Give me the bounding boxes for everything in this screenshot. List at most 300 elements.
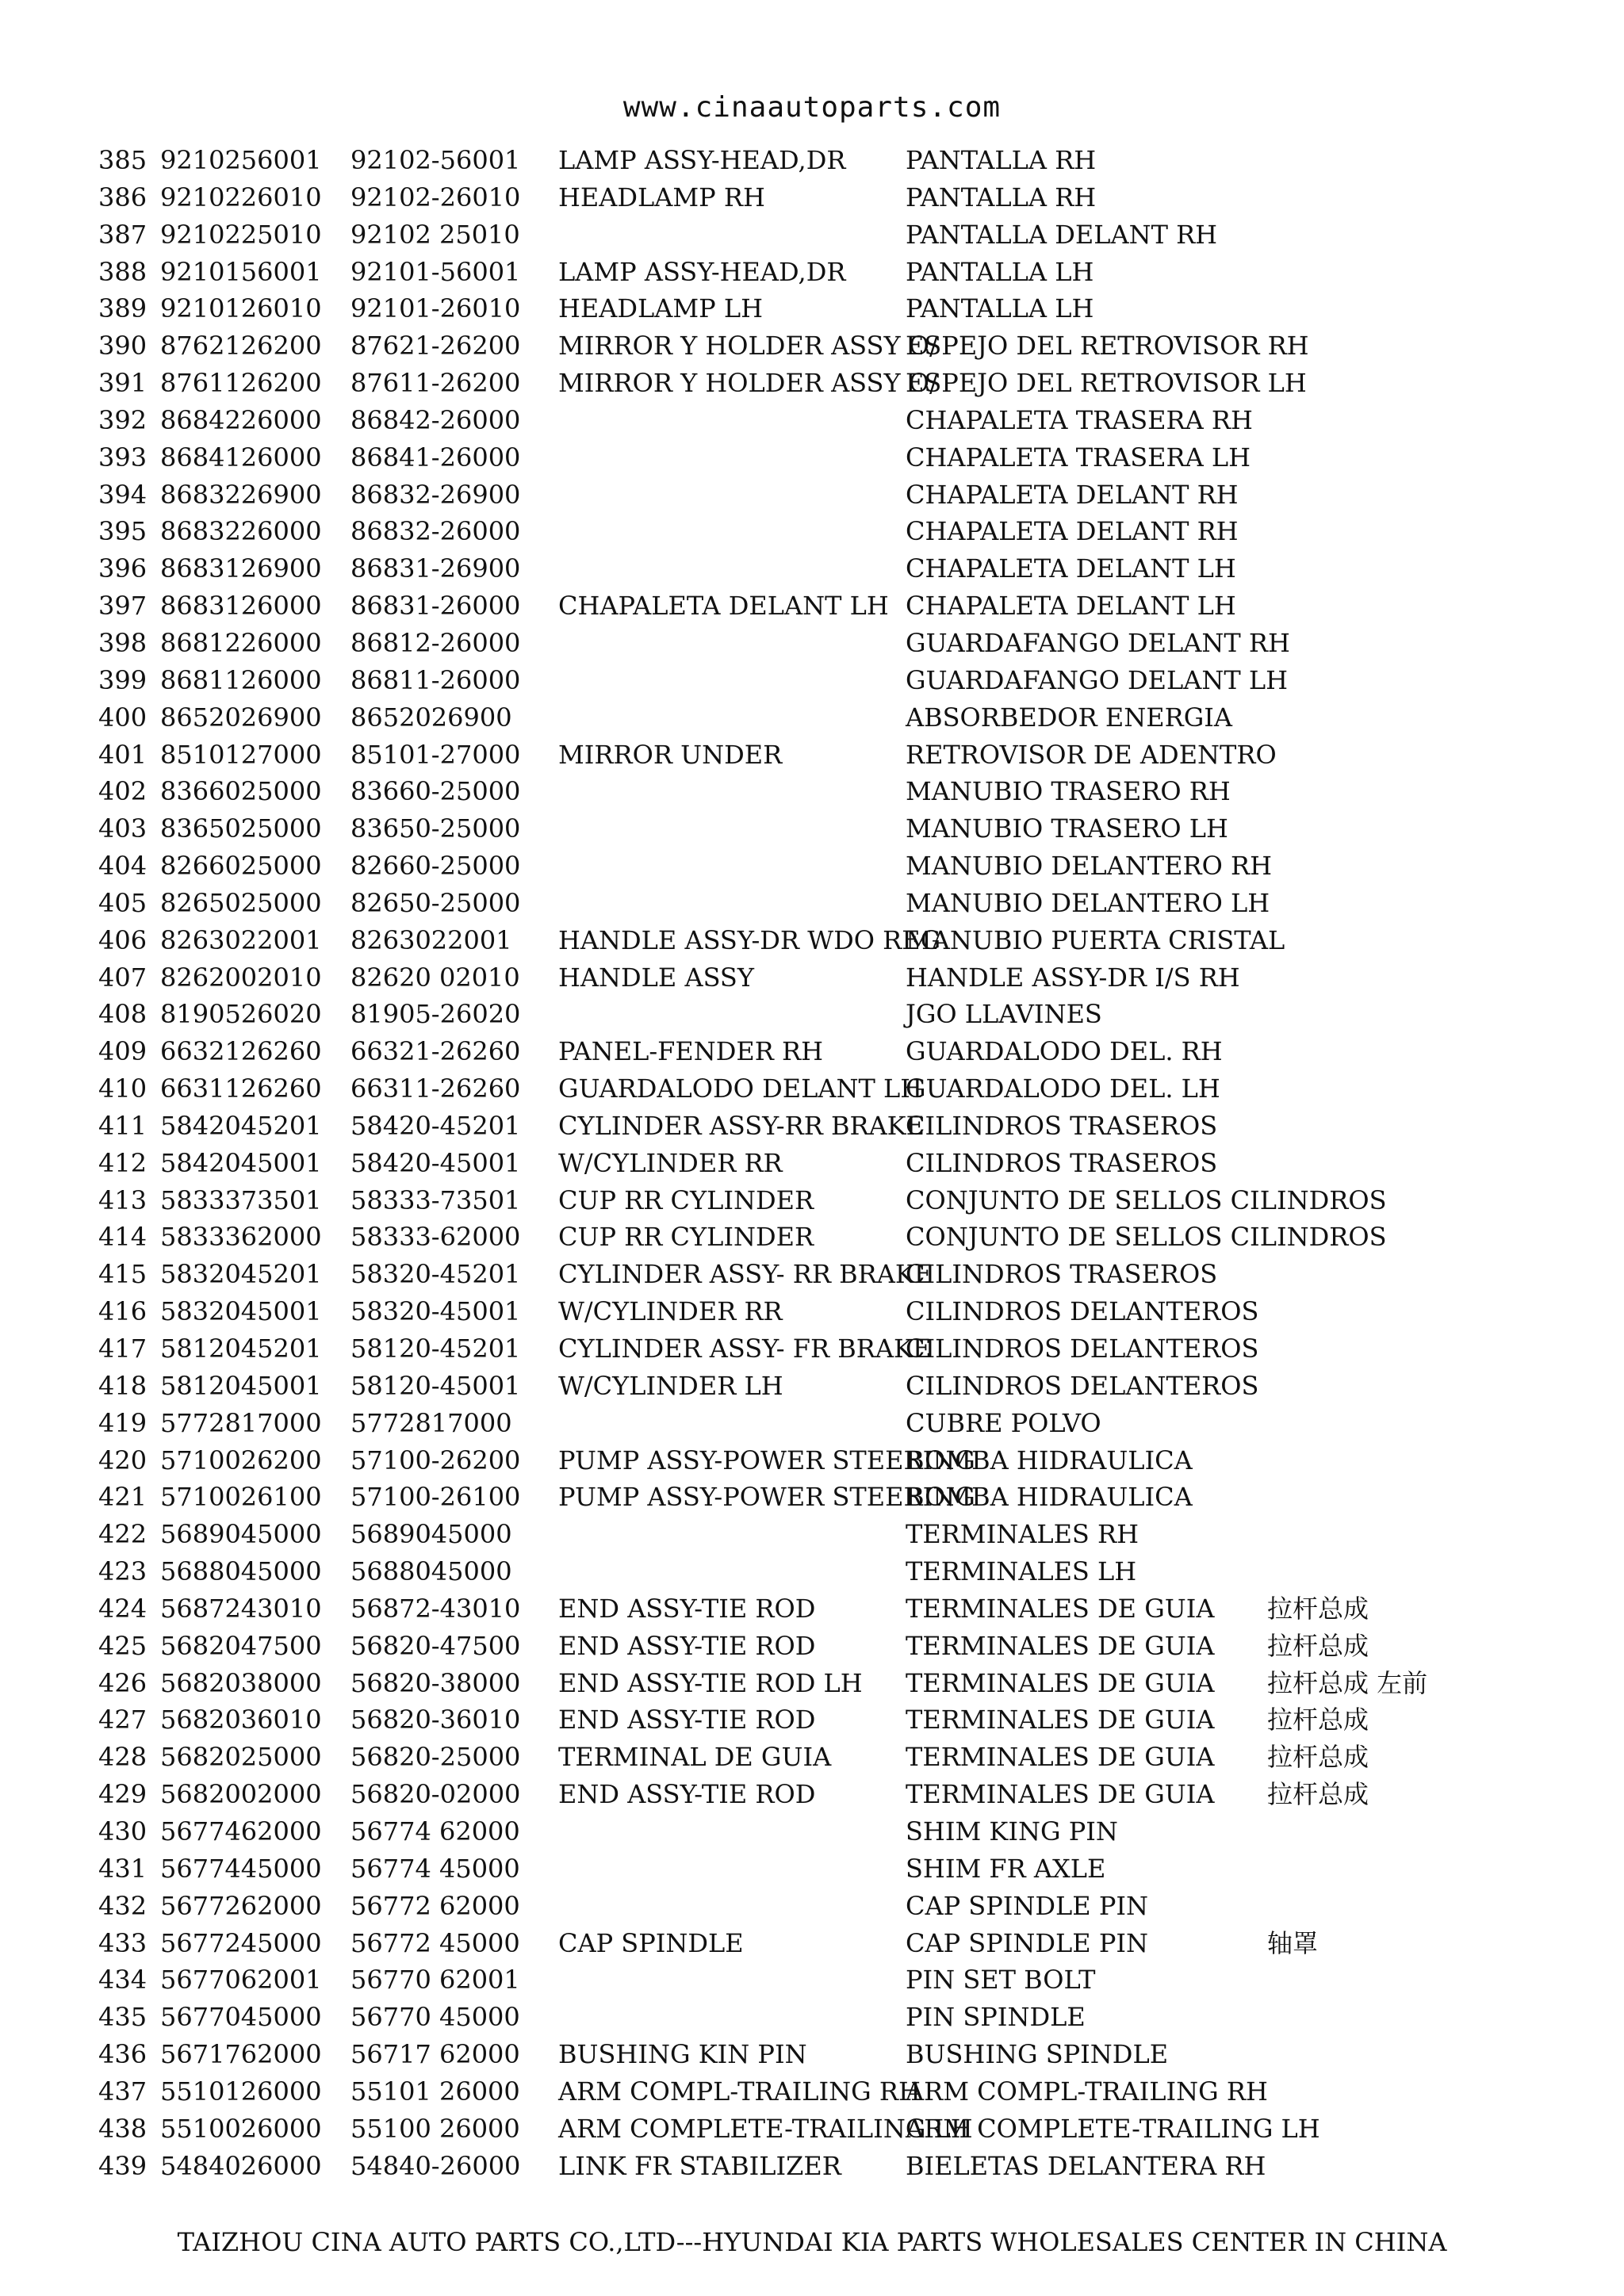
description-es: ARM COMPL-TRAILING RH	[906, 2076, 1268, 2107]
part-code: 5812045001	[160, 1370, 322, 1401]
description-en: END ASSY-TIE ROD	[558, 1630, 816, 1661]
part-code: 5510126000	[160, 2076, 322, 2107]
description-cn: 拉杆总成	[1267, 1705, 1369, 1735]
description-en: END ASSY-TIE ROD	[558, 1779, 816, 1810]
oem-number: 58333-73501	[350, 1184, 521, 1215]
description-en: HEADLAMP LH	[558, 293, 764, 324]
description-es: JGO LLAVINES	[906, 999, 1102, 1030]
table-row	[98, 810, 1526, 848]
description-en: LINK FR STABILIZER	[558, 2150, 841, 2181]
oem-number: 5689045000	[350, 1519, 512, 1550]
row-number: 408	[98, 999, 147, 1030]
description-es: BOMBA HIDRAULICA	[906, 1482, 1193, 1513]
oem-number: 92102-26010	[350, 182, 521, 212]
table-row	[98, 885, 1526, 922]
row-number: 434	[98, 1965, 147, 1996]
oem-number: 86811-26000	[350, 664, 521, 695]
part-code: 5842045201	[160, 1110, 322, 1141]
row-number: 425	[98, 1630, 147, 1661]
description-es: RETROVISOR DE ADENTRO	[906, 739, 1277, 770]
table-row	[98, 1850, 1526, 1888]
oem-number: 55101 26000	[350, 2076, 520, 2107]
part-code: 5832045201	[160, 1259, 322, 1290]
description-es: SHIM FR AXLE	[906, 1853, 1106, 1884]
row-number: 426	[98, 1667, 147, 1698]
part-code: 9210226010	[160, 182, 322, 212]
table-row	[98, 2036, 1526, 2073]
table-row	[98, 1888, 1526, 1925]
description-cn: 拉杆总成	[1267, 1779, 1369, 1810]
description-cn: 拉杆总成	[1267, 1742, 1369, 1773]
table-row	[98, 2148, 1526, 2185]
oem-number: 56717 62000	[350, 2039, 520, 2070]
row-number: 407	[98, 962, 147, 993]
table-row	[98, 2073, 1526, 2110]
description-es: CILINDROS TRASEROS	[906, 1110, 1218, 1141]
description-en: CYLINDER ASSY- RR BRAKE	[558, 1259, 933, 1290]
row-number: 386	[98, 182, 147, 212]
row-number: 410	[98, 1073, 147, 1104]
description-es: ABSORBEDOR ENERGIA	[906, 702, 1233, 733]
part-code: 5510026000	[160, 2113, 322, 2144]
row-number: 404	[98, 851, 147, 882]
table-row	[98, 513, 1526, 550]
oem-number: 56820-38000	[350, 1667, 521, 1698]
row-number: 400	[98, 702, 147, 733]
table-row	[98, 625, 1526, 662]
oem-number: 86842-26000	[350, 404, 521, 435]
table-row	[98, 179, 1526, 216]
description-es: TERMINALES DE GUIA	[906, 1705, 1215, 1735]
part-code: 5677462000	[160, 1816, 322, 1846]
description-es: SHIM KING PIN	[906, 1816, 1118, 1846]
table-row	[98, 1516, 1526, 1553]
part-code: 8510127000	[160, 739, 322, 770]
table-row	[98, 922, 1526, 959]
description-en: HANDLE ASSY	[558, 962, 754, 993]
description-es: BIELETAS DELANTERA RH	[906, 2150, 1266, 2181]
description-en: PANEL-FENDER RH	[558, 1036, 823, 1067]
row-number: 413	[98, 1184, 147, 1215]
description-en: CYLINDER ASSY- FR BRAKE	[558, 1334, 932, 1364]
oem-number: 58420-45201	[350, 1110, 521, 1141]
row-number: 403	[98, 813, 147, 844]
table-row	[98, 1590, 1526, 1628]
description-es: CHAPALETA DELANT LH	[906, 591, 1236, 622]
part-code: 9210225010	[160, 219, 322, 250]
part-code: 8263022001	[160, 924, 322, 955]
row-number: 423	[98, 1556, 147, 1587]
description-cn: 拉杆总成	[1267, 1593, 1369, 1624]
row-number: 391	[98, 368, 147, 399]
table-row	[98, 773, 1526, 810]
description-es: GUARDALODO DEL. RH	[906, 1036, 1223, 1067]
description-en: W/CYLINDER LH	[558, 1370, 783, 1401]
table-row	[98, 1479, 1526, 1516]
row-number: 431	[98, 1853, 147, 1884]
description-es: TERMINALES DE GUIA	[906, 1667, 1215, 1698]
part-code: 5671762000	[160, 2039, 322, 2070]
description-en: END ASSY-TIE ROD LH	[558, 1667, 863, 1698]
table-row	[98, 1665, 1526, 1702]
description-es: CHAPALETA TRASERA RH	[906, 404, 1253, 435]
row-number: 415	[98, 1259, 147, 1290]
part-code: 8365025000	[160, 813, 322, 844]
row-number: 388	[98, 256, 147, 287]
oem-number: 92102-56001	[350, 145, 521, 175]
description-es: PANTALLA RH	[906, 182, 1097, 212]
description-en: GUARDALODO DELANT LH	[558, 1073, 923, 1104]
table-row	[98, 1701, 1526, 1739]
oem-number: 56774 45000	[350, 1853, 520, 1884]
oem-number: 8652026900	[350, 702, 512, 733]
oem-number: 83660-25000	[350, 776, 521, 807]
oem-number: 92101-26010	[350, 293, 521, 324]
oem-number: 86832-26900	[350, 479, 521, 510]
description-es: GUARDAFANGO DELANT RH	[906, 627, 1290, 658]
oem-number: 56770 62001	[350, 1965, 520, 1996]
part-code: 8684226000	[160, 404, 322, 435]
part-code: 5833362000	[160, 1222, 322, 1253]
table-row	[98, 587, 1526, 625]
table-row	[98, 1553, 1526, 1590]
part-code: 6632126260	[160, 1036, 322, 1067]
row-number: 418	[98, 1370, 147, 1401]
part-code: 5710026100	[160, 1482, 322, 1513]
oem-number: 85101-27000	[350, 739, 521, 770]
part-code: 5682036010	[160, 1705, 322, 1735]
table-row	[98, 1145, 1526, 1182]
oem-number: 66321-26260	[350, 1036, 521, 1067]
description-es: TERMINALES RH	[906, 1519, 1139, 1550]
row-number: 406	[98, 924, 147, 955]
row-number: 424	[98, 1593, 147, 1624]
table-row	[98, 1925, 1526, 1962]
table-row	[98, 1739, 1526, 1776]
part-code: 8265025000	[160, 887, 322, 918]
part-code: 5484026000	[160, 2150, 322, 2181]
row-number: 416	[98, 1296, 147, 1327]
oem-number: 86812-26000	[350, 627, 521, 658]
part-code: 5710026200	[160, 1445, 322, 1475]
row-number: 397	[98, 591, 147, 622]
part-code: 8681226000	[160, 627, 322, 658]
table-row	[98, 1999, 1526, 2036]
table-row	[98, 662, 1526, 699]
oem-number: 86841-26000	[350, 442, 521, 473]
description-es: TERMINALES LH	[906, 1556, 1137, 1587]
oem-number: 8263022001	[350, 924, 512, 955]
company-footer: TAIZHOU CINA AUTO PARTS CO.,LTD---HYUNDAI KIA PARTS WHOLESALES CENTER IN CHINA	[177, 2227, 1447, 2257]
description-en: HANDLE ASSY-DR WDO REG	[558, 924, 941, 955]
table-row	[98, 959, 1526, 997]
oem-number: 58120-45201	[350, 1334, 521, 1364]
oem-number: 56770 45000	[350, 2002, 520, 2033]
table-row	[98, 1405, 1526, 1442]
oem-number: 56820-36010	[350, 1705, 521, 1735]
part-code: 8683226900	[160, 479, 322, 510]
row-number: 396	[98, 553, 147, 584]
part-code: 6631126260	[160, 1073, 322, 1104]
row-number: 395	[98, 516, 147, 547]
description-es: ESPEJO DEL RETROVISOR RH	[906, 331, 1309, 362]
row-number: 436	[98, 2039, 147, 2070]
description-es: TERMINALES DE GUIA	[906, 1742, 1215, 1773]
description-es: TERMINALES DE GUIA	[906, 1779, 1215, 1810]
description-en: PUMP ASSY-POWER STEERING	[558, 1482, 975, 1513]
description-en: MIRROR Y HOLDER ASSY O/	[558, 368, 938, 399]
description-cn: 拉杆总成	[1267, 1630, 1369, 1661]
table-row	[98, 1330, 1526, 1368]
part-code: 5772817000	[160, 1407, 322, 1438]
part-code: 5833373501	[160, 1184, 322, 1215]
row-number: 387	[98, 219, 147, 250]
description-es: TERMINALES DE GUIA	[906, 1593, 1215, 1624]
oem-number: 5688045000	[350, 1556, 512, 1587]
oem-number: 57100-26200	[350, 1445, 521, 1475]
description-en: W/CYLINDER RR	[558, 1147, 783, 1178]
part-code: 5677045000	[160, 2002, 322, 2033]
description-cn: 轴罩	[1267, 1927, 1319, 1958]
description-en: CUP RR CYLINDER	[558, 1222, 814, 1253]
description-es: CHAPALETA DELANT LH	[906, 553, 1236, 584]
table-row	[98, 1442, 1526, 1479]
row-number: 420	[98, 1445, 147, 1475]
description-en: ARM COMPLETE-TRAILING LH	[558, 2113, 973, 2144]
part-code: 5682002000	[160, 1779, 322, 1810]
description-en: END ASSY-TIE ROD	[558, 1593, 816, 1624]
description-en: HEADLAMP RH	[558, 182, 765, 212]
description-es: PIN SET BOLT	[906, 1965, 1096, 1996]
part-code: 8266025000	[160, 851, 322, 882]
table-row	[98, 1293, 1526, 1330]
part-code: 9210156001	[160, 256, 322, 287]
part-code: 8652026900	[160, 702, 322, 733]
description-es: CHAPALETA DELANT RH	[906, 479, 1239, 510]
description-en: LAMP ASSY-HEAD,DR	[558, 256, 846, 287]
oem-number: 87611-26200	[350, 368, 521, 399]
description-es: CILINDROS DELANTEROS	[906, 1334, 1259, 1364]
part-code: 5677245000	[160, 1927, 322, 1958]
part-code: 5812045201	[160, 1334, 322, 1364]
part-code: 8761126200	[160, 368, 322, 399]
row-number: 399	[98, 664, 147, 695]
description-es: CONJUNTO DE SELLOS CILINDROS	[906, 1184, 1387, 1215]
row-number: 429	[98, 1779, 147, 1810]
row-number: 409	[98, 1036, 147, 1067]
table-row	[98, 1033, 1526, 1070]
row-number: 392	[98, 404, 147, 435]
part-code: 5688045000	[160, 1556, 322, 1587]
table-row	[98, 1776, 1526, 1813]
table-row	[98, 1256, 1526, 1293]
row-number: 417	[98, 1334, 147, 1364]
part-code: 8683126900	[160, 553, 322, 584]
table-row	[98, 476, 1526, 514]
description-es: CILINDROS TRASEROS	[906, 1259, 1218, 1290]
part-code: 8683126000	[160, 591, 322, 622]
description-es: MANUBIO TRASERO RH	[906, 776, 1231, 807]
row-number: 428	[98, 1742, 147, 1773]
description-es: MANUBIO TRASERO LH	[906, 813, 1228, 844]
oem-number: 56872-43010	[350, 1593, 521, 1624]
oem-number: 81905-26020	[350, 999, 521, 1030]
description-es: PIN SPINDLE	[906, 2002, 1086, 2033]
description-es: PANTALLA LH	[906, 256, 1094, 287]
oem-number: 83650-25000	[350, 813, 521, 844]
part-code: 5677062001	[160, 1965, 322, 1996]
row-number: 421	[98, 1482, 147, 1513]
oem-number: 56820-25000	[350, 1742, 521, 1773]
row-number: 422	[98, 1519, 147, 1550]
table-row	[98, 1108, 1526, 1145]
row-number: 393	[98, 442, 147, 473]
row-number: 438	[98, 2113, 147, 2144]
description-es: CAP SPINDLE PIN	[906, 1890, 1148, 1921]
oem-number: 92101-56001	[350, 256, 521, 287]
oem-number: 66311-26260	[350, 1073, 521, 1104]
row-number: 398	[98, 627, 147, 658]
row-number: 414	[98, 1222, 147, 1253]
row-number: 389	[98, 293, 147, 324]
row-number: 394	[98, 479, 147, 510]
table-row	[98, 365, 1526, 402]
description-es: MANUBIO DELANTERO LH	[906, 887, 1270, 918]
table-row	[98, 1961, 1526, 1999]
row-number: 402	[98, 776, 147, 807]
description-es: CILINDROS TRASEROS	[906, 1147, 1218, 1178]
description-es: GUARDAFANGO DELANT LH	[906, 664, 1289, 695]
row-number: 412	[98, 1147, 147, 1178]
part-code: 9210126010	[160, 293, 322, 324]
description-en: MIRROR UNDER	[558, 739, 783, 770]
part-code: 8262002010	[160, 962, 322, 993]
row-number: 385	[98, 145, 147, 175]
part-code: 5682025000	[160, 1742, 322, 1773]
table-row	[98, 737, 1526, 774]
oem-number: 82650-25000	[350, 887, 521, 918]
description-es: PANTALLA RH	[906, 145, 1097, 175]
oem-number: 86832-26000	[350, 516, 521, 547]
part-code: 5832045001	[160, 1296, 322, 1327]
description-en: END ASSY-TIE ROD	[558, 1705, 816, 1735]
table-row	[98, 402, 1526, 439]
description-en: CAP SPINDLE	[558, 1927, 744, 1958]
oem-number: 86831-26000	[350, 591, 521, 622]
row-number: 437	[98, 2076, 147, 2107]
row-number: 439	[98, 2150, 147, 2181]
table-row	[98, 254, 1526, 291]
table-row	[98, 1813, 1526, 1850]
description-es: MANUBIO PUERTA CRISTAL	[906, 924, 1285, 955]
part-code: 8190526020	[160, 999, 322, 1030]
description-es: CHAPALETA DELANT RH	[906, 516, 1239, 547]
description-es: PANTALLA DELANT RH	[906, 219, 1218, 250]
description-en: CYLINDER ASSY-RR BRAKE	[558, 1110, 925, 1141]
oem-number: 5772817000	[350, 1407, 512, 1438]
website-header: www.cinaautoparts.com	[622, 91, 1002, 124]
row-number: 419	[98, 1407, 147, 1438]
parts-table	[98, 142, 1526, 2184]
table-row	[98, 327, 1526, 365]
description-en: W/CYLINDER RR	[558, 1296, 783, 1327]
description-en: MIRROR Y HOLDER ASSY O/	[558, 331, 938, 362]
oem-number: 82620 02010	[350, 962, 520, 993]
description-es: BOMBA HIDRAULICA	[906, 1445, 1193, 1475]
table-row	[98, 216, 1526, 254]
oem-number: 92102 25010	[350, 219, 520, 250]
description-es: CAP SPINDLE PIN	[906, 1927, 1148, 1958]
oem-number: 56774 62000	[350, 1816, 520, 1846]
row-number: 432	[98, 1890, 147, 1921]
oem-number: 56820-02000	[350, 1779, 521, 1810]
part-code: 5689045000	[160, 1519, 322, 1550]
oem-number: 58120-45001	[350, 1370, 521, 1401]
description-en: CHAPALETA DELANT LH	[558, 591, 889, 622]
row-number: 433	[98, 1927, 147, 1958]
oem-number: 56772 45000	[350, 1927, 520, 1958]
description-es: TERMINALES DE GUIA	[906, 1630, 1215, 1661]
part-code: 8683226000	[160, 516, 322, 547]
row-number: 435	[98, 2002, 147, 2033]
description-es: ESPEJO DEL RETROVISOR LH	[906, 368, 1307, 399]
oem-number: 82660-25000	[350, 851, 521, 882]
description-en: CUP RR CYLINDER	[558, 1184, 814, 1215]
part-code: 9210256001	[160, 145, 322, 175]
part-code: 5682038000	[160, 1667, 322, 1698]
oem-number: 58320-45001	[350, 1296, 521, 1327]
part-code: 5682047500	[160, 1630, 322, 1661]
row-number: 427	[98, 1705, 147, 1735]
table-row	[98, 142, 1526, 179]
table-row	[98, 996, 1526, 1033]
table-row	[98, 1219, 1526, 1256]
description-es: CILINDROS DELANTEROS	[906, 1296, 1259, 1327]
row-number: 405	[98, 887, 147, 918]
part-code: 5842045001	[160, 1147, 322, 1178]
table-row	[98, 2110, 1526, 2148]
part-code: 5677262000	[160, 1890, 322, 1921]
description-es: PANTALLA LH	[906, 293, 1094, 324]
description-es: CILINDROS DELANTEROS	[906, 1370, 1259, 1401]
part-code: 8366025000	[160, 776, 322, 807]
table-row	[98, 290, 1526, 327]
description-en: BUSHING KIN PIN	[558, 2039, 807, 2070]
table-row	[98, 1628, 1526, 1665]
description-es: MANUBIO DELANTERO RH	[906, 851, 1272, 882]
description-cn: 拉杆总成 左前	[1267, 1667, 1428, 1698]
oem-number: 86831-26900	[350, 553, 521, 584]
table-row	[98, 439, 1526, 476]
description-es: CONJUNTO DE SELLOS CILINDROS	[906, 1222, 1387, 1253]
oem-number: 55100 26000	[350, 2113, 520, 2144]
table-row	[98, 550, 1526, 587]
row-number: 401	[98, 739, 147, 770]
oem-number: 56772 62000	[350, 1890, 520, 1921]
row-number: 390	[98, 331, 147, 362]
part-code: 5687243010	[160, 1593, 322, 1624]
description-es: CHAPALETA TRASERA LH	[906, 442, 1251, 473]
part-code: 5677445000	[160, 1853, 322, 1884]
description-en: TERMINAL DE GUIA	[558, 1742, 832, 1773]
description-es: ARM COMPLETE-TRAILING LH	[906, 2113, 1320, 2144]
table-row	[98, 1182, 1526, 1219]
table-row	[98, 1070, 1526, 1108]
oem-number: 56820-47500	[350, 1630, 521, 1661]
oem-number: 87621-26200	[350, 331, 521, 362]
row-number: 430	[98, 1816, 147, 1846]
part-code: 8684126000	[160, 442, 322, 473]
